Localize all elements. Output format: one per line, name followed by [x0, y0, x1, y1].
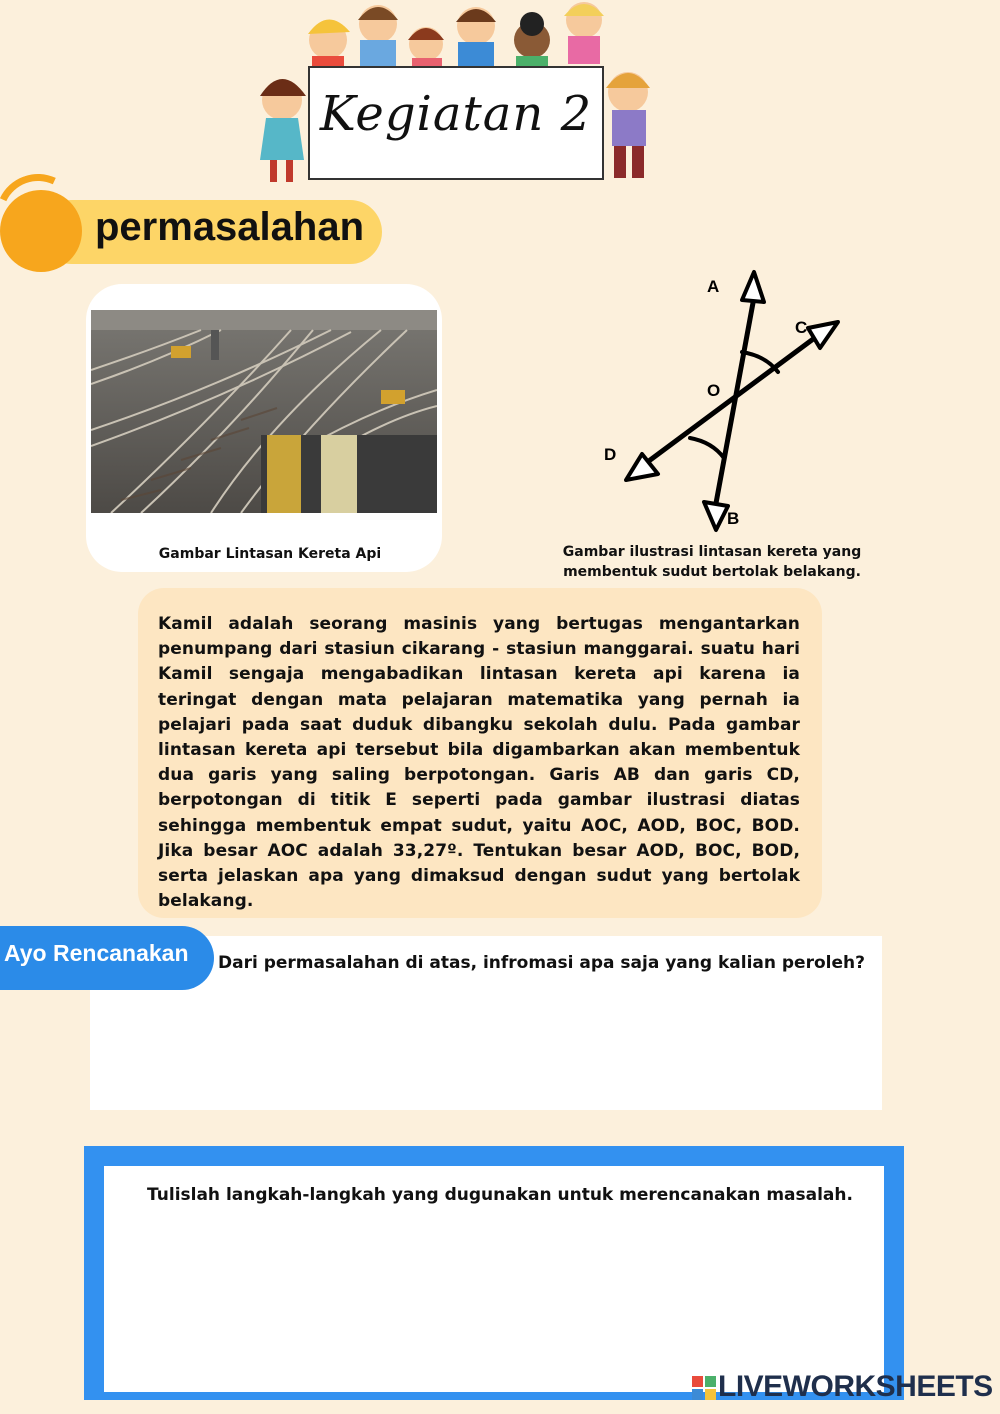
liveworksheets-logo-icon: [692, 1376, 716, 1400]
label-c: C: [795, 318, 808, 337]
label-b: B: [727, 509, 740, 528]
activity-title: Kegiatan 2: [319, 86, 593, 142]
label-o: O: [707, 381, 721, 400]
label-a: A: [707, 277, 720, 296]
decorative-circle: [0, 190, 82, 272]
diagram-caption: [556, 542, 868, 582]
line-ab: [714, 292, 755, 514]
plan-badge-label: Ayo Rencanakan: [4, 940, 189, 966]
diagram-caption-line1: Gambar ilustrasi lintasan kereta yang: [562, 544, 862, 560]
plan-question: Dari permasalahan di atas, infromasi apa saja yang kalian peroleh?: [218, 953, 865, 973]
steps-prompt: Tulislah langkah-langkah yang dugunakan untuk merencanakan masalah.: [147, 1185, 853, 1205]
arrowhead-c: [808, 322, 838, 348]
kid-head: [308, 19, 350, 70]
arrowhead-a: [742, 272, 764, 302]
arrowhead-b: [704, 502, 728, 530]
liveworksheets-watermark: LIVEWORKSHEETS: [718, 1370, 993, 1403]
railway-photo: [91, 310, 437, 513]
angle-arc-bod: [690, 438, 724, 458]
photo-caption: Gambar Lintasan Kereta Api: [158, 546, 382, 562]
problem-text: Kamil adalah seorang masinis yang bertugas mengantarkan penumpang dari stasiun cikarang - stasiun manggarai. suatu hari Kamil sengaja mengabadikan lintasan kereta api karena ia teringat dengan mata pelajaran matematika yang pernah ia pelajari pada saat duduk dibangku sekolah dulu. Pada gambar lintasan kereta api tersebut bila digambarkan akan membentuk dua garis yang saling berpotongan. Garis AB dan garis CD, berpotongan di titik E seperti pada gambar ilustrasi diatas sehingga membentuk empat sudut, yaitu AOC, AOD, BOC, BOD. Jika besar AOC adalah 33,27º. Tentukan besar AOD, BOC, BOD, serta jelaskan apa yang dimaksud dengan sudut yang bertolak belakang.: [158, 614, 800, 912]
intersecting-lines-diagram: [590, 262, 870, 534]
label-d: D: [604, 445, 617, 464]
diagram-caption-line2: membentuk sudut bertolak belakang.: [563, 564, 861, 580]
section-title: permasalahan: [95, 205, 365, 249]
line-cd: [634, 328, 828, 472]
